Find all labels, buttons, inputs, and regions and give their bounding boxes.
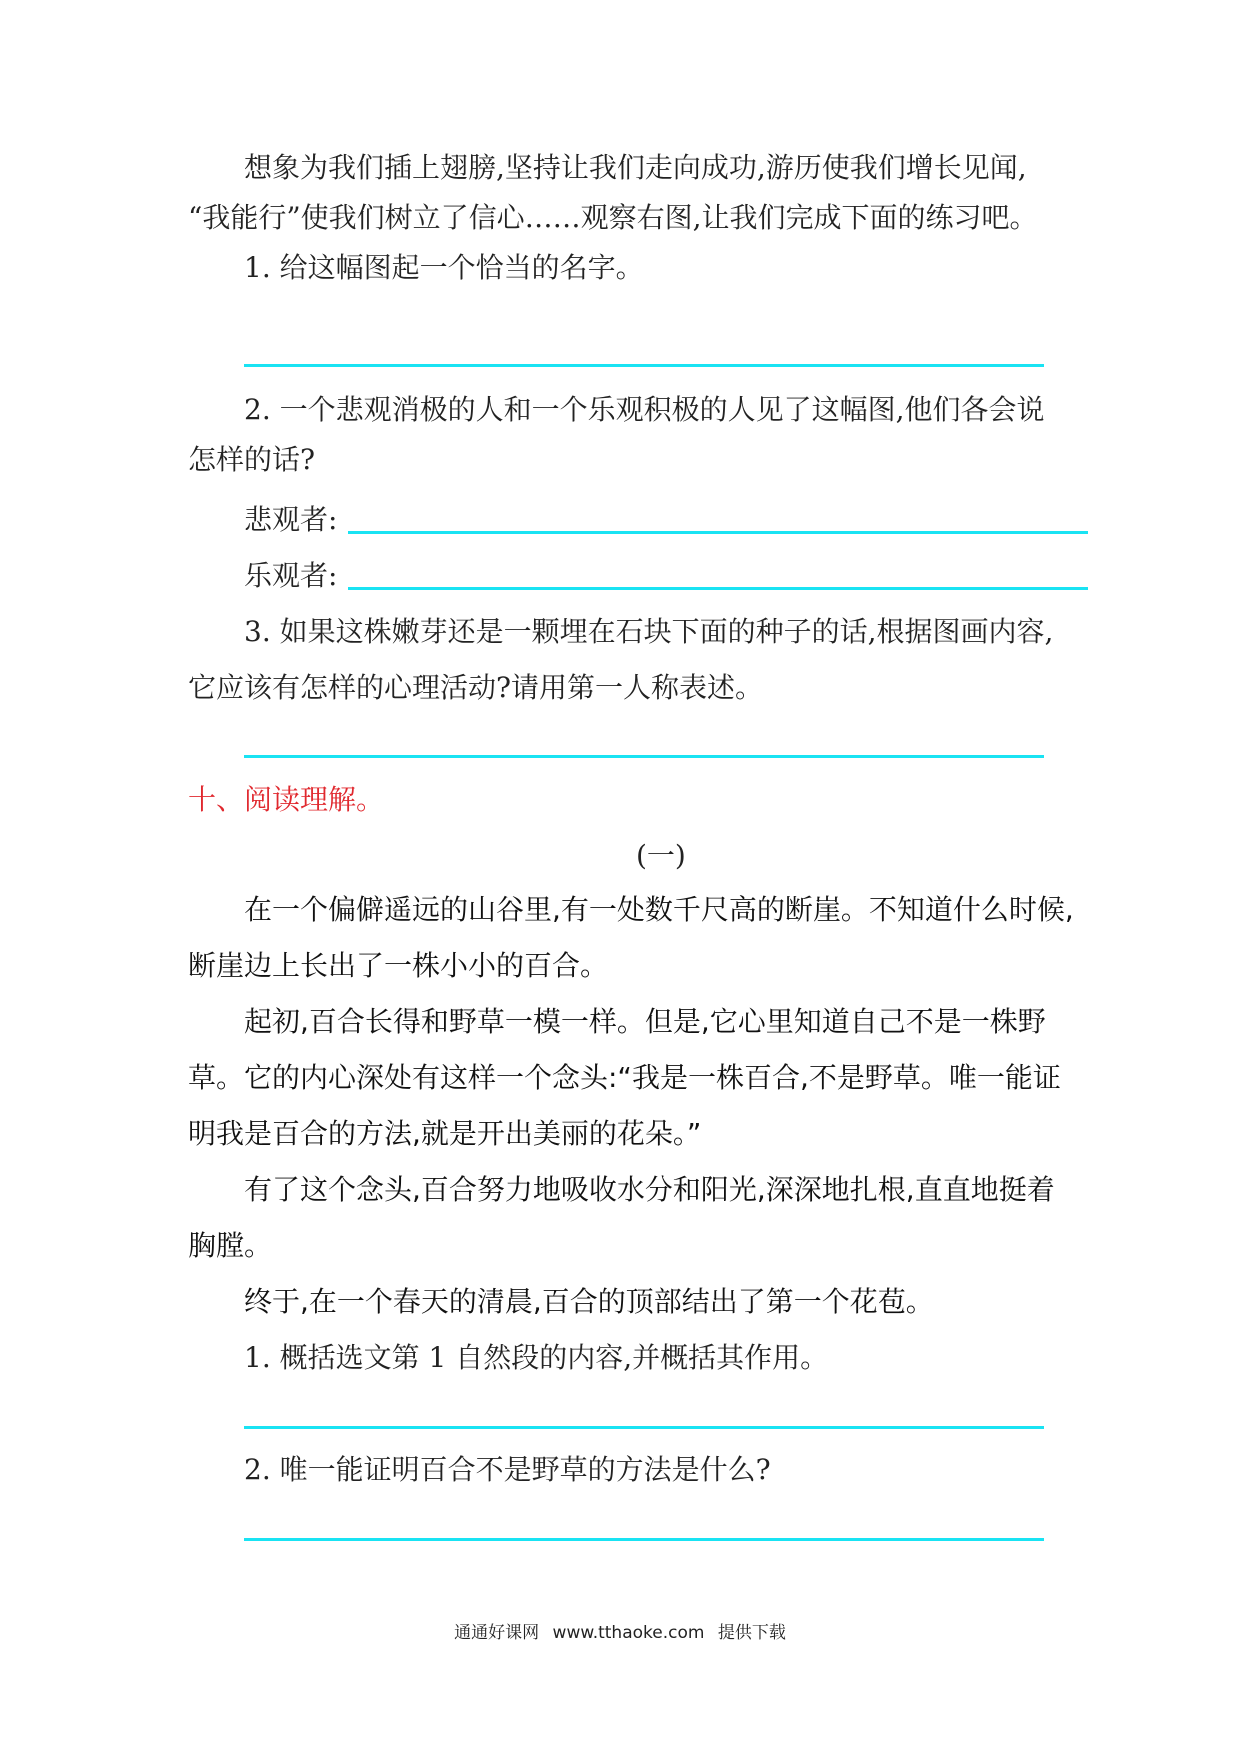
passage-p3-line-1: 有了这个念头,百合努力地吸收水分和阳光,深深地扎根,直直地挺着 (244, 1173, 1055, 1206)
passage-p3-line-2: 胸膛。 (188, 1229, 273, 1262)
answer-line-reading-q2[interactable] (244, 1538, 1044, 1541)
footer-note: 提供下载 (717, 1623, 786, 1643)
passage-number: (一) (636, 839, 686, 872)
passage-p1-line-2: 断崖边上长出了一株小小的百合。 (188, 949, 609, 982)
passage-p2-line-3: 明我是百合的方法,就是开出美丽的花朵。” (188, 1117, 702, 1150)
question-2-line-1: 2. 一个悲观消极的人和一个乐观积极的人见了这幅图,他们各会说 (244, 393, 1045, 426)
pessimist-label: 悲观者: (244, 503, 338, 536)
answer-line-q3[interactable] (244, 755, 1044, 758)
question-3-line-1: 3. 如果这株嫩芽还是一颗埋在石块下面的种子的话,根据图画内容, (244, 615, 1054, 648)
passage-p1-line-1: 在一个偏僻遥远的山谷里,有一处数千尺高的断崖。不知道什么时候, (244, 893, 1074, 926)
intro-line-1: 想象为我们插上翅膀,坚持让我们走向成功,游历使我们增长见闻, (244, 151, 1027, 184)
footer-url[interactable]: www.tthaoke.com (552, 1623, 705, 1643)
passage-p2-line-2: 草。它的内心深处有这样一个念头:“我是一株百合,不是野草。唯一能证 (188, 1061, 1061, 1094)
reading-question-2: 2. 唯一能证明百合不是野草的方法是什么? (244, 1453, 771, 1486)
answer-line-optimist[interactable] (348, 587, 1088, 590)
question-2-line-2: 怎样的话? (188, 443, 316, 476)
passage-p2-line-1: 起初,百合长得和野草一模一样。但是,它心里知道自己不是一株野 (244, 1005, 1046, 1038)
question-1: 1. 给这幅图起一个恰当的名字。 (244, 251, 644, 284)
answer-line-q1[interactable] (244, 364, 1044, 367)
answer-line-pessimist[interactable] (348, 531, 1088, 534)
section-heading: 十、阅读理解。 (188, 783, 385, 816)
optimist-label: 乐观者: (244, 559, 338, 592)
intro-line-2: “我能行”使我们树立了信心……观察右图,让我们完成下面的练习吧。 (188, 201, 1038, 234)
footer-site-name: 通通好课网 (454, 1623, 540, 1643)
footer (0, 1618, 1240, 1643)
reading-question-1: 1. 概括选文第 1 自然段的内容,并概括其作用。 (244, 1341, 829, 1374)
answer-line-reading-q1[interactable] (244, 1426, 1044, 1429)
question-3-line-2: 它应该有怎样的心理活动?请用第一人称表述。 (188, 671, 764, 704)
passage-p4-line-1: 终于,在一个春天的清晨,百合的顶部结出了第一个花苞。 (244, 1285, 934, 1318)
